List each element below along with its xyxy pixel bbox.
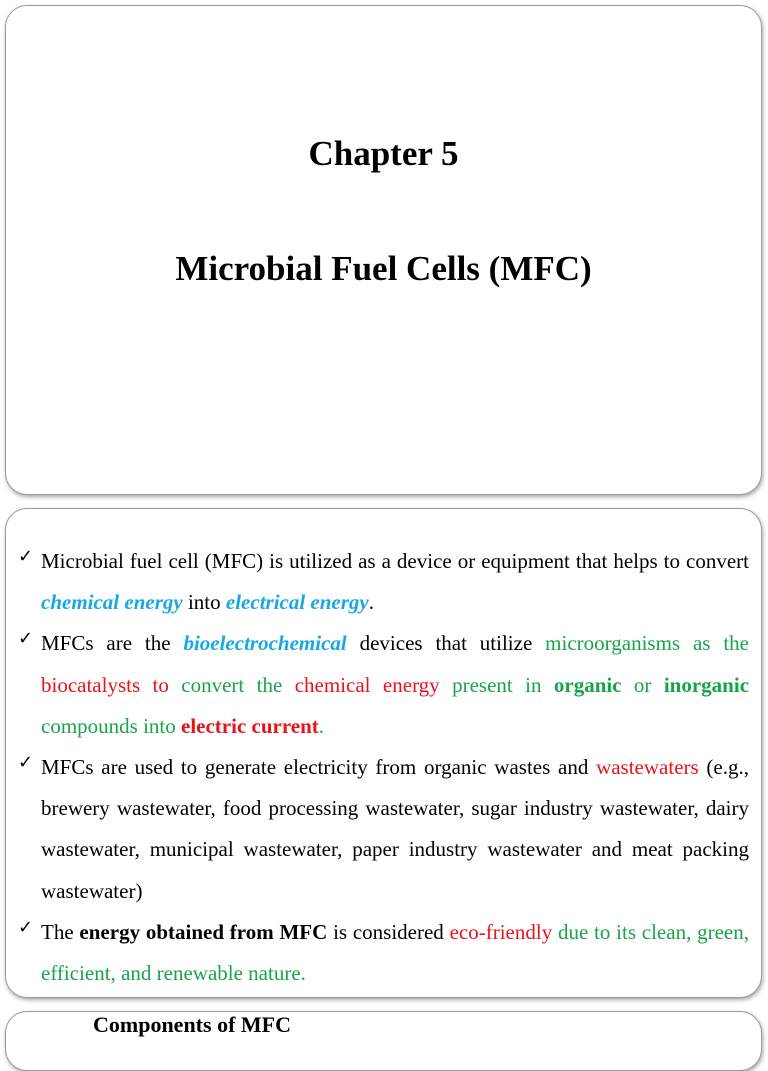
text: devices that utilize [346, 631, 546, 656]
chapter-title: Chapter 5 [308, 134, 459, 173]
bold-text: energy obtained from MFC [79, 919, 328, 944]
checkmark-icon: ✓ [18, 916, 34, 938]
slide-components [5, 1011, 762, 1071]
list-item [18, 912, 749, 994]
green-text: . [318, 713, 325, 738]
text: . [368, 590, 374, 615]
bullet-list [18, 541, 749, 994]
green-text: due to its clean, green, efficient, and renewable nature. [41, 919, 749, 986]
checkmark-icon: ✓ [18, 628, 34, 650]
highlight-term: chemical energy [41, 590, 183, 615]
green-text: microorganisms as the [545, 631, 749, 656]
red-text: wastewaters [596, 755, 699, 780]
text: Microbial fuel cell (MFC) is utilized as a device or equipment that helps to convert [41, 549, 749, 573]
text: MFCs are used to generate electricity from organic wastes and [41, 755, 597, 780]
highlight-term: electrical energy [225, 590, 369, 615]
list-item [18, 541, 749, 623]
text: The [41, 919, 80, 944]
green-text: compounds into [41, 713, 181, 738]
green-bold-text: organic [553, 672, 622, 697]
green-text: or [621, 672, 664, 697]
text: is considered [327, 919, 450, 944]
red-bold-text: electric current [181, 713, 319, 738]
green-text: convert the [168, 672, 295, 697]
text: (e.g., brewery wastewater, food processing wastewater, sugar industry wastewater, dairy wastewater, municipal wastewater, paper industry wastewater and meat packing wastewater) [41, 755, 749, 903]
text: MFCs are the [41, 631, 184, 656]
red-text: eco-friendly [449, 919, 553, 944]
red-text: chemical energy [294, 672, 440, 697]
green-bold-text: inorganic [663, 672, 750, 697]
checkmark-icon: ✓ [18, 546, 34, 567]
slide-title-text: Microbial Fuel Cells (MFC) [175, 249, 592, 288]
highlight-term: bioelectrochemical [183, 631, 347, 656]
slide-introduction [5, 508, 762, 998]
green-text: present in [439, 672, 554, 697]
red-text: biocatalysts to [41, 672, 169, 697]
list-item [18, 747, 749, 912]
slide-heading: Components of MFC [93, 1012, 291, 1037]
slide-title [5, 5, 762, 495]
list-item [18, 623, 749, 747]
text: into [182, 590, 226, 615]
checkmark-icon: ✓ [18, 752, 34, 774]
